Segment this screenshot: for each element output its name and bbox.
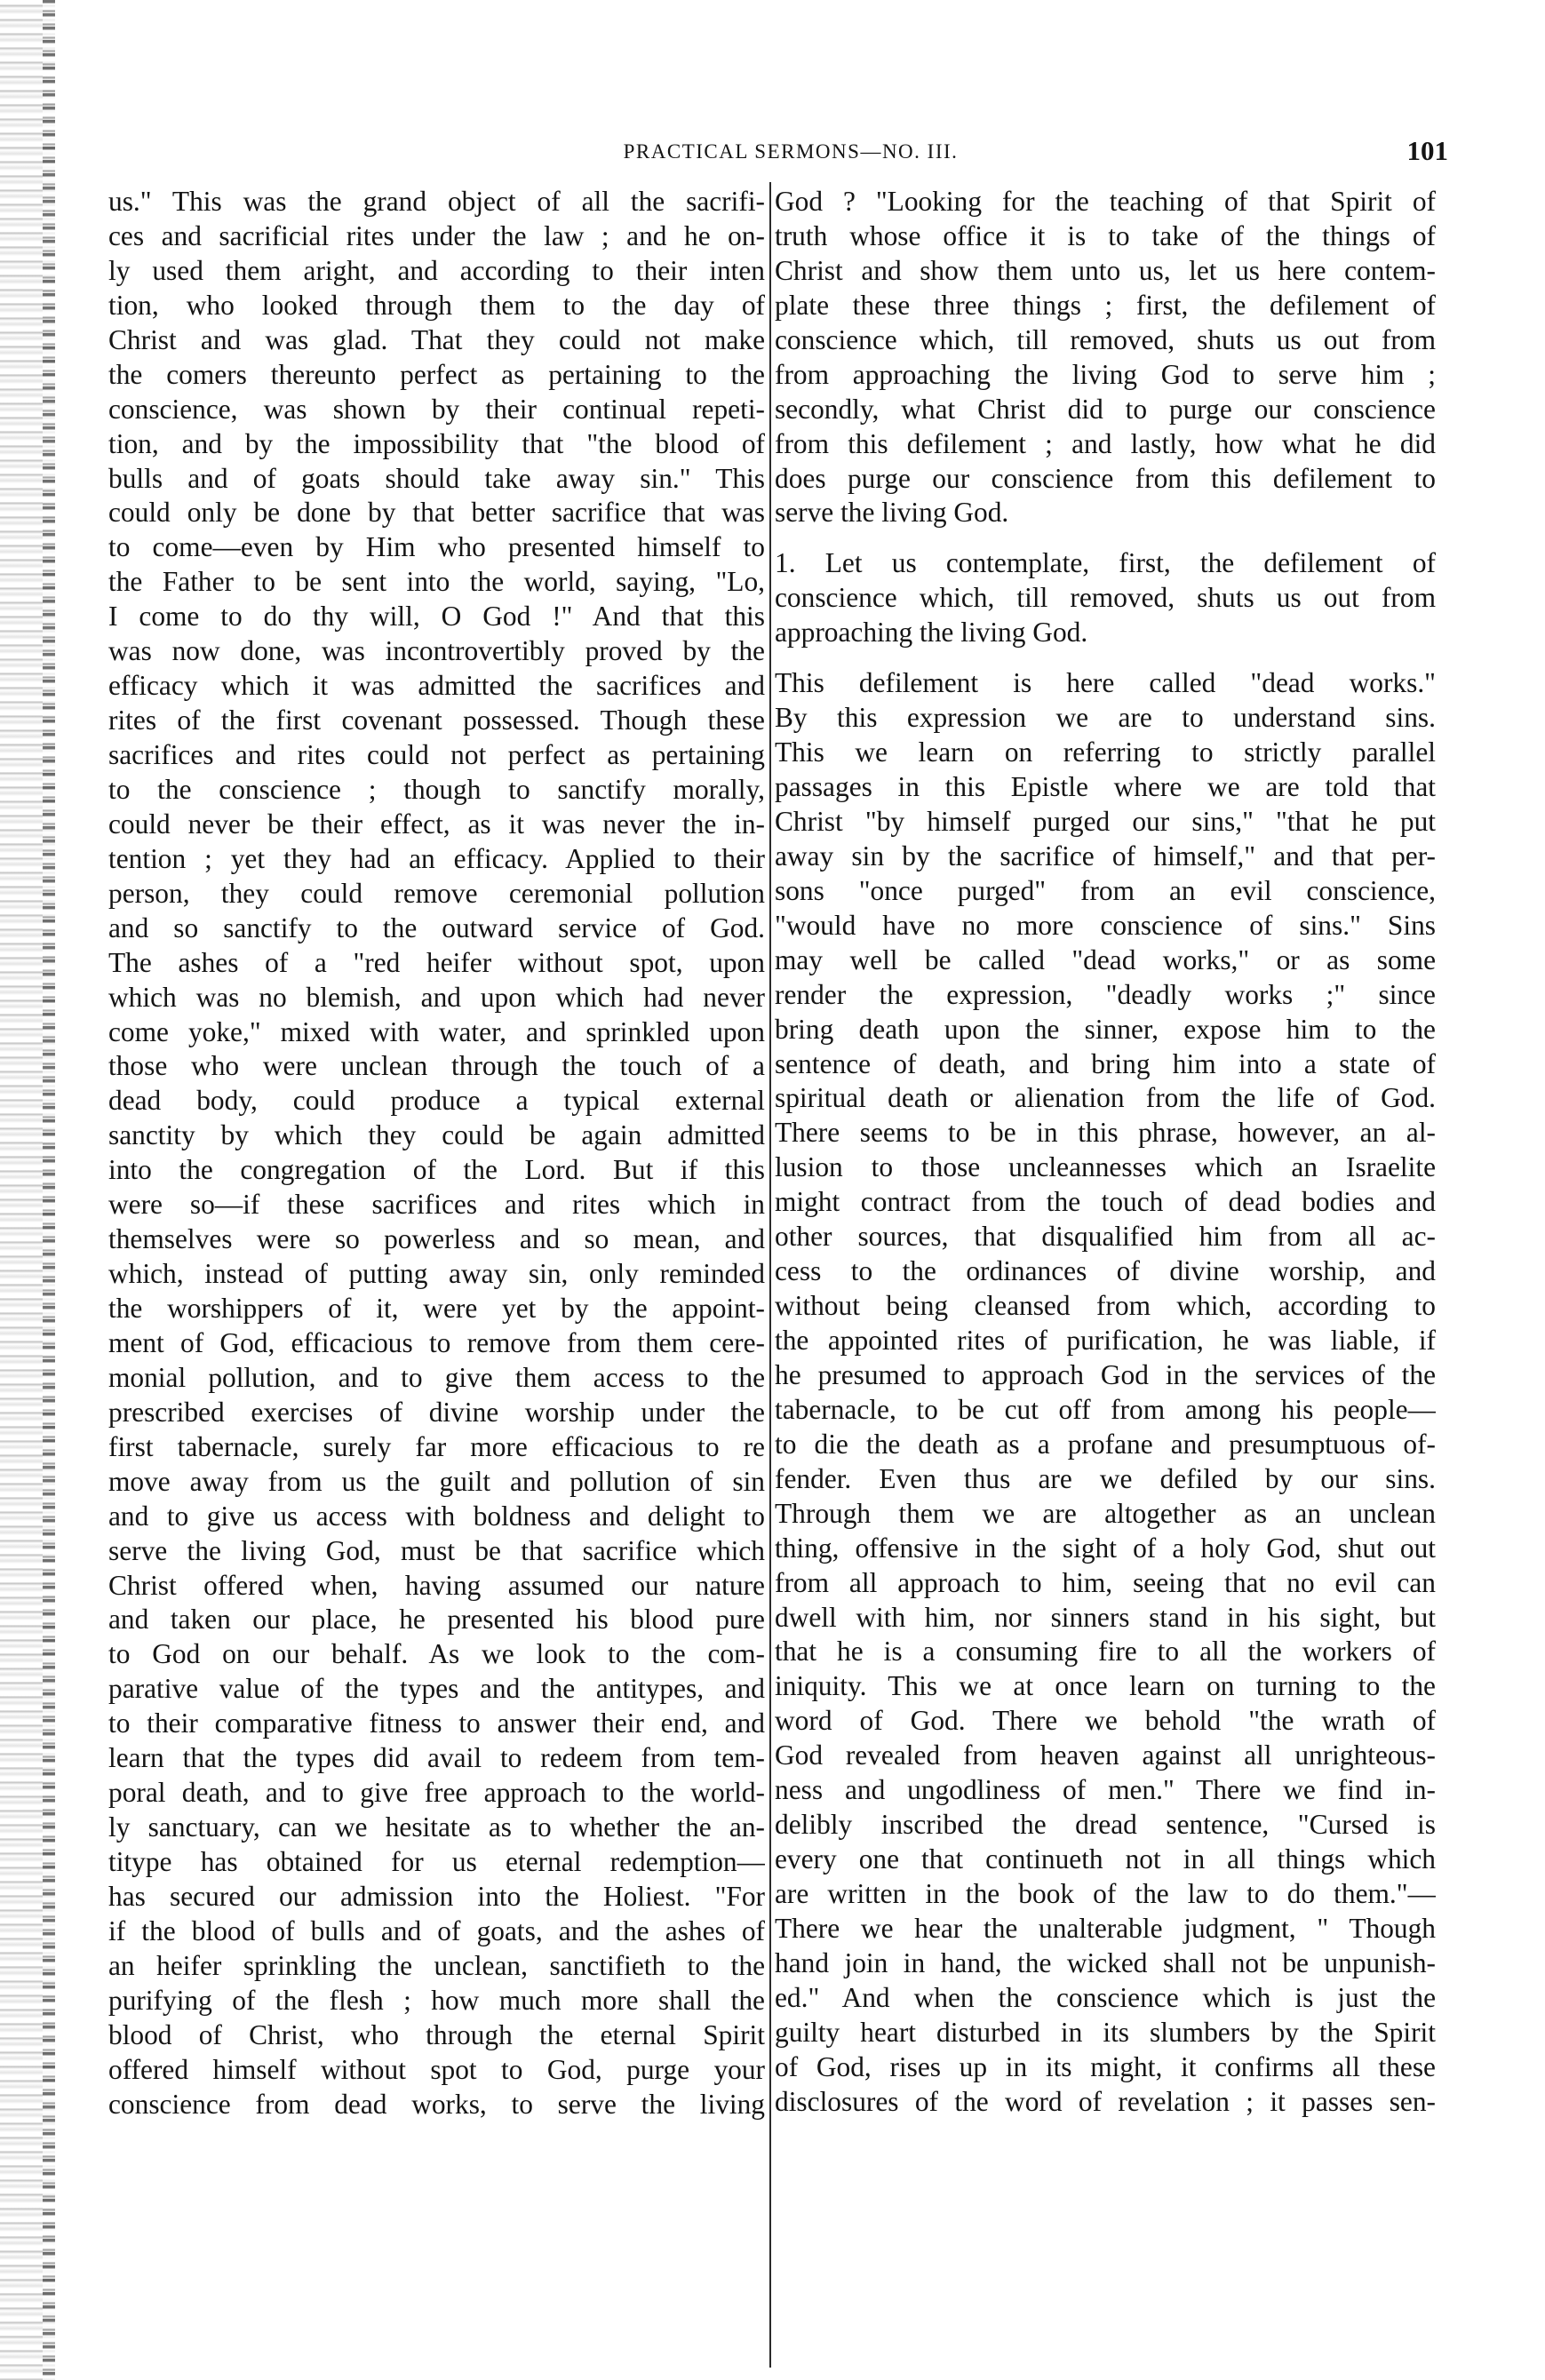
text-line: the appointed rites of purification, he was liable, if (775, 1325, 1436, 1356)
text-line: fender. Even thus are we defiled by our sins. (775, 1462, 1436, 1494)
text-line: iniquity. This we at once learn on turning to the (775, 1670, 1436, 1702)
text-line: prescribed exercises of divine worship under the (108, 1396, 765, 1428)
text-line: This we learn on referring to strictly parallel (775, 736, 1436, 768)
text-line: 1. Let us contemplate, first, the defilement of (775, 547, 1436, 579)
text-line: "would have no more conscience of sins." Sins (775, 909, 1436, 941)
text-line: sanctity by which they could be again admitted (108, 1119, 765, 1151)
text-line: was now done, was incontrovertibly proved by the (108, 635, 765, 667)
text-line: spiritual death or alienation from the life of God. (775, 1082, 1436, 1114)
text-line: guilty heart disturbed in its slumbers by the Spirit (775, 2016, 1436, 2048)
text-line: that he is a consuming fire to all the workers of (775, 1636, 1436, 1668)
text-line: conscience which, till removed, shuts us out from (775, 323, 1436, 355)
page-header (133, 135, 1448, 176)
text-line: thing, offensive in the sight of a holy God, shut out (775, 1532, 1436, 1564)
page-binding-shadow (43, 0, 55, 2380)
text-line: rites of the first covenant possessed. Though these (108, 704, 765, 736)
text-line: ness and ungodliness of men." There we find in- (775, 1774, 1436, 1806)
text-line: and taken our place, he presented his blood pure (108, 1604, 765, 1636)
text-line: come yoke," mixed with water, and sprinkled upon (108, 1015, 765, 1047)
text-line: poral death, and to give free approach to the world- (108, 1777, 765, 1809)
text-line: bring death upon the sinner, expose him to the (775, 1013, 1436, 1045)
text-line: the comers thereunto perfect as pertaining to the (108, 358, 765, 390)
text-line: sentence of death, and bring him into a state of (775, 1047, 1436, 1079)
text-line: dwell with him, nor sinners stand in his sight, but (775, 1601, 1436, 1633)
text-line: serve the living God. (775, 497, 1009, 529)
text-line: offered himself without spot to God, purge your (108, 2053, 765, 2085)
text-line: tion, who looked through them to the day of (108, 289, 765, 321)
text-line: may well be called "dead works," or as some (775, 943, 1436, 975)
text-line: serve the living God, must be that sacrifice which (108, 1534, 765, 1566)
text-line: tion, and by the impossibility that "the blood of (108, 427, 765, 459)
text-line: are written in the book of the law to do them."— (775, 1878, 1436, 1909)
text-line: person, they could remove ceremonial pollution (108, 877, 765, 909)
right-column (775, 185, 1436, 2120)
text-line: delibly inscribed the dread sentence, "Cursed is (775, 1809, 1436, 1841)
paragraph-gap (775, 530, 1436, 546)
text-line: of God, rises up in its might, it confirms all these (775, 2050, 1436, 2082)
text-line: Christ "by himself purged our sins," "that he put (775, 805, 1436, 837)
text-line: ly used them aright, and according to their inten (108, 254, 765, 286)
text-line: does purge our conscience from this defilement to (775, 462, 1436, 494)
text-line: Christ offered when, having assumed our nature (108, 1569, 765, 1601)
text-line: bulls and of goats should take away sin." This (108, 462, 765, 494)
text-line: if the blood of bulls and of goats, and the ashes of (108, 1914, 765, 1946)
text-line: passages in this Epistle where we are told that (775, 771, 1436, 802)
text-line: cess to the ordinances of divine worship, and (775, 1255, 1436, 1287)
text-line: to their comparative fitness to answer their end, and (108, 1707, 765, 1739)
page-number: 101 (1406, 135, 1448, 166)
text-line: first tabernacle, surely far more efficacious to re (108, 1430, 765, 1462)
text-line: God revealed from heaven against all unrighteous- (775, 1739, 1436, 1771)
text-line: an heifer sprinkling the unclean, sanctifieth to the (108, 1949, 765, 1981)
text-line: plate these three things ; first, the defilement of (775, 289, 1436, 321)
text-line: from approaching the living God to serve him ; (775, 358, 1436, 390)
text-line: word of God. There we behold "the wrath of (775, 1705, 1436, 1737)
left-column (108, 185, 765, 2122)
text-line: hand join in hand, the wicked shall not be unpunish- (775, 1946, 1436, 1978)
paragraph-intro (775, 185, 1436, 530)
text-line: and so sanctify to the outward service of God. (108, 911, 765, 943)
running-head: PRACTICAL SERMONS—NO. III. (623, 140, 959, 163)
text-line: ment of God, efficacious to remove from them cere- (108, 1326, 765, 1358)
text-line: has secured our admission into the Holiest. "For (108, 1880, 765, 1912)
text-line: There we hear the unalterable judgment, " Though (775, 1912, 1436, 1944)
paragraph-dead-works (775, 666, 1436, 2119)
text-line: to come—even by Him who presented himself to (108, 531, 765, 563)
text-line: from this defilement ; and lastly, how what he did (775, 427, 1436, 459)
text-line: ed." And when the conscience which is just the (775, 1981, 1436, 2013)
text-line: were so—if these sacrifices and rites which in (108, 1189, 765, 1221)
text-line: to God on our behalf. As we look to the com- (108, 1638, 765, 1670)
text-line: which was no blemish, and upon which had never (108, 981, 765, 1013)
text-line: learn that the types did avail to redeem from tem- (108, 1742, 765, 1774)
text-line: the Father to be sent into the world, saying, "Lo, (108, 566, 765, 598)
text-line: blood of Christ, who through the eternal Spirit (108, 2018, 765, 2050)
text-line: conscience, was shown by their continual repeti- (108, 393, 765, 425)
paragraph-gap (775, 650, 1436, 666)
text-line: Christ and show them unto us, let us here contem- (775, 254, 1436, 286)
text-line: This defilement is here called "dead works." (775, 667, 1436, 699)
text-line: God ? "Looking for the teaching of that Spirit of (775, 186, 1436, 217)
text-line: sacrifices and rites could not perfect as pertaining (108, 739, 765, 770)
text-line: lusion to those uncleannesses which an Israelite (775, 1151, 1436, 1183)
text-line: parative value of the types and the antitypes, and (108, 1673, 765, 1705)
text-line: conscience from dead works, to serve the living (108, 2088, 765, 2120)
text-line: I come to do thy will, O God !" And that this (108, 601, 765, 633)
text-line: away sin by the sacrifice of himself," and that per- (775, 840, 1436, 872)
text-line: other sources, that disqualified him from all ac- (775, 1221, 1436, 1253)
text-line: and to give us access with boldness and delight to (108, 1500, 765, 1532)
text-line: those who were unclean through the touch of a (108, 1050, 765, 1082)
text-line: truth whose office it is to take of the things of (775, 219, 1436, 251)
text-line: The ashes of a "red heifer without spot, upon (108, 946, 765, 978)
text-line: There seems to be in this phrase, however, an al- (775, 1117, 1436, 1149)
text-line: every one that continueth not in all things which (775, 1843, 1436, 1875)
column-divider (769, 182, 771, 2368)
text-line: could never be their effect, as it was never the in- (108, 808, 765, 840)
text-line: Through them we are altogether as an unclean (775, 1497, 1436, 1529)
text-line: sons "once purged" from an evil conscience, (775, 874, 1436, 906)
text-line: By this expression we are to understand sins. (775, 702, 1436, 734)
text-line: efficacy which it was admitted the sacrifices and (108, 670, 765, 702)
text-line: to the conscience ; though to sanctify morally, (108, 773, 765, 805)
text-line: to die the death as a profane and presumptuous of- (775, 1428, 1436, 1460)
text-line: move away from us the guilt and pollution of sin (108, 1465, 765, 1497)
text-line: purifying of the flesh ; how much more shall the (108, 1984, 765, 2016)
text-line: render the expression, "deadly works ;" since (775, 978, 1436, 1010)
text-line: the worshippers of it, were yet by the appoint- (108, 1293, 765, 1324)
text-line: themselves were so powerless and so mean, and (108, 1223, 765, 1255)
text-line: titype has obtained for us eternal redemption— (108, 1846, 765, 1877)
text-line: disclosures of the word of revelation ; it passes sen- (775, 2085, 1436, 2117)
text-line: without being cleansed from which, according to (775, 1290, 1436, 1322)
text-line: ces and sacrificial rites under the law ; and he on- (108, 219, 765, 251)
text-line: secondly, what Christ did to purge our conscience (775, 393, 1436, 425)
text-line: approaching the living God. (775, 617, 1088, 649)
text-line: from all approach to him, seeing that no evil can (775, 1566, 1436, 1598)
text-line: tention ; yet they had an efficacy. Applied to their (108, 842, 765, 874)
paragraph-heading-one (775, 546, 1436, 650)
text-line: dead body, could produce a typical external (108, 1085, 765, 1117)
text-line: could only be done by that better sacrifice that was (108, 497, 765, 529)
text-line: monial pollution, and to give them access to the (108, 1361, 765, 1393)
text-line: he presumed to approach God in the services of the (775, 1358, 1436, 1390)
text-line: Christ and was glad. That they could not make (108, 323, 765, 355)
text-line: tabernacle, to be cut off from among his people— (775, 1393, 1436, 1425)
text-line: into the congregation of the Lord. But if this (108, 1154, 765, 1186)
text-line: which, instead of putting away sin, only reminded (108, 1258, 765, 1290)
text-line: us." This was the grand object of all the sacrifi- (108, 186, 765, 217)
text-line: conscience which, till removed, shuts us out from (775, 582, 1436, 614)
text-line: might contract from the touch of dead bodies and (775, 1186, 1436, 1218)
text-line: ly sanctuary, can we hesitate as to whether the an- (108, 1811, 765, 1843)
